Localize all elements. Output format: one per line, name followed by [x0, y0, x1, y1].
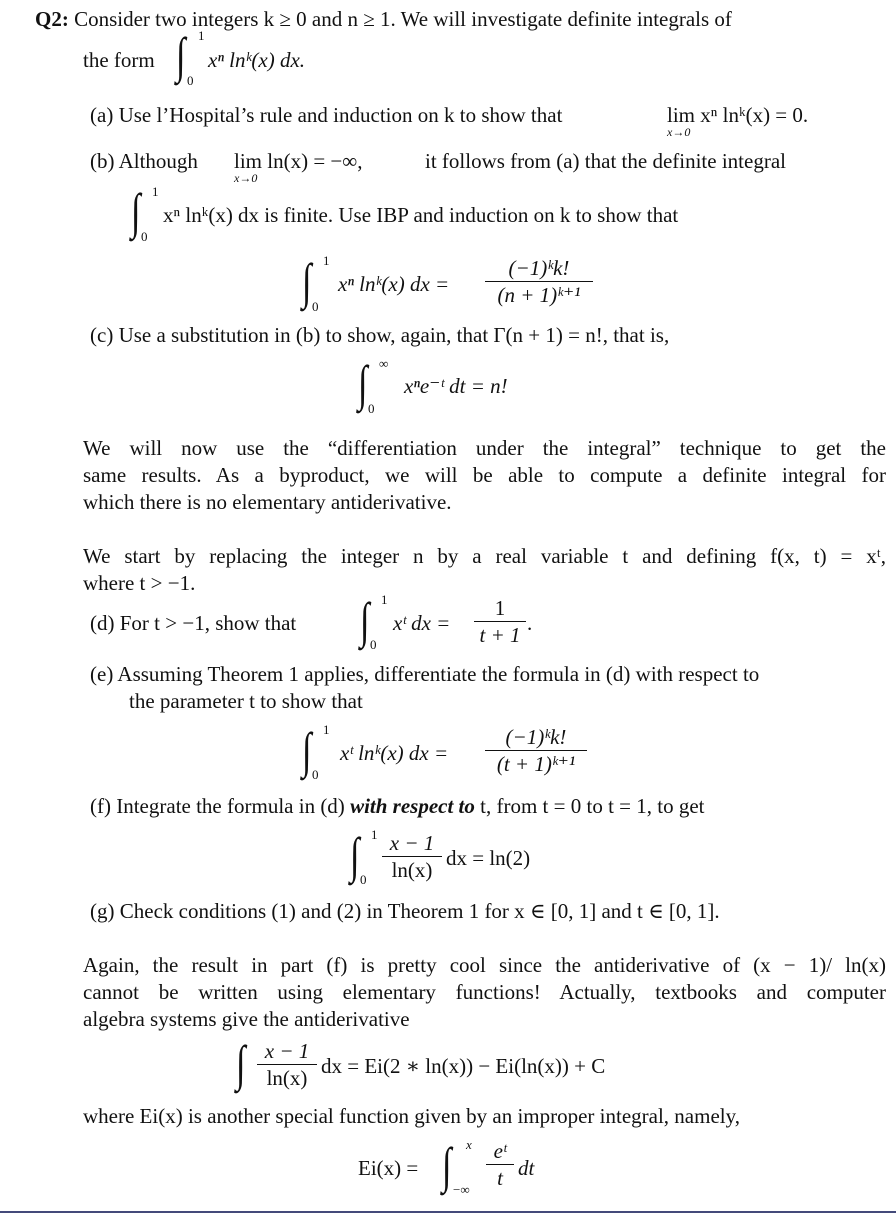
lower-limit: 0	[312, 767, 319, 782]
lower-limit: 0	[368, 401, 375, 416]
part-b-label: (b)	[90, 149, 115, 173]
upper-limit: 1	[381, 592, 388, 607]
antiderivative-rhs: dx = Ei(2 ∗ ln(x)) − Ei(ln(x)) + C	[321, 1054, 606, 1078]
part-e-label: (e)	[90, 662, 114, 686]
antiderivative-fraction	[257, 1039, 317, 1090]
part-a	[90, 102, 562, 128]
integral-sign: ∫	[302, 253, 312, 309]
part-d-fraction	[474, 596, 526, 647]
upper-limit: ∞	[379, 356, 389, 371]
fraction-denominator: ln(x)	[266, 1066, 308, 1090]
lower-limit: −∞	[453, 1182, 470, 1197]
part-f-fraction	[382, 831, 442, 882]
part-a-label: (a)	[90, 103, 114, 127]
part-e-text1: Assuming Theorem 1 applies, differentiate the formula in (d) with respect to	[117, 662, 760, 686]
part-b-display-lhs: xⁿ lnᵏ(x) dx =	[338, 272, 450, 296]
fraction-numerator: 1	[474, 596, 526, 622]
integral-sign: ∫	[360, 592, 370, 648]
part-d	[90, 610, 296, 636]
upper-limit: 1	[198, 28, 205, 43]
part-g	[90, 898, 720, 924]
lower-limit: 0	[187, 73, 194, 88]
part-e-display-lhs: xᵗ lnᵏ(x) dx =	[340, 741, 449, 765]
paragraph-1-line2: same results. As a byproduct, we will be able to compute a definite integral for	[83, 463, 886, 487]
part-e	[90, 661, 759, 687]
ei-rhs: dt	[518, 1156, 535, 1180]
paragraph-1-line3: which there is no elementary antiderivative.	[83, 490, 452, 514]
ei-lhs: Ei(x) =	[358, 1156, 419, 1180]
part-b-text2: it follows from (a) that the definite integral	[425, 149, 786, 173]
integral-sign: ∫	[302, 722, 312, 778]
question-intro-line	[35, 6, 732, 32]
part-a-limit-sub: x→0	[667, 125, 691, 139]
part-d-text: For t > −1, show that	[119, 611, 297, 635]
part-b-text1: Although	[118, 149, 198, 173]
part-g-text: Check conditions (1) and (2) in Theorem 1 for x ∈ [0, 1] and t ∈ [0, 1].	[119, 899, 720, 923]
upper-limit: x	[466, 1137, 472, 1152]
fraction-denominator: (n + 1)ᵏ⁺¹	[497, 283, 581, 307]
part-d-integrand: xᵗ dx =	[393, 611, 451, 635]
fraction-numerator: x − 1	[382, 831, 442, 857]
part-b-text3: xⁿ lnᵏ(x) dx is finite. Use IBP and induction on k to show that	[163, 203, 679, 227]
part-b-limit-sub: x→0	[234, 171, 258, 185]
lower-limit: 0	[312, 299, 319, 314]
part-f-emphasis: with respect to	[350, 794, 475, 818]
lower-limit: 0	[370, 637, 377, 652]
integral-sign: ∫	[236, 1035, 246, 1091]
question-intro-text: Consider two integers k ≥ 0 and n ≥ 1. We will investigate definite integrals of	[74, 7, 732, 31]
part-d-label: (d)	[90, 611, 115, 635]
part-e-text2: the parameter t to show that	[129, 689, 363, 713]
part-a-text: Use l’Hospital’s rule and induction on k to show that	[118, 103, 563, 127]
upper-limit: 1	[152, 184, 159, 199]
fraction-denominator: t + 1	[479, 623, 521, 647]
fraction-denominator: t	[497, 1166, 503, 1190]
part-b-line1-start	[90, 148, 198, 174]
fraction-numerator: (−1)ᵏk!	[485, 725, 587, 751]
integral-sign: ∫	[350, 827, 360, 883]
part-c-label: (c)	[90, 323, 114, 347]
fraction-numerator: x − 1	[257, 1039, 317, 1065]
integral-sign: ∫	[131, 183, 141, 239]
fraction-numerator: (−1)ᵏk!	[485, 256, 593, 282]
upper-limit: 1	[323, 253, 330, 268]
paragraph-2-line1: We start by replacing the integer n by a real variable t and defining f(x, t) = xᵗ,	[83, 544, 886, 568]
paragraph-1-line1: We will now use the “differentiation under the integral” technique to get the	[83, 436, 886, 460]
part-b-fraction	[485, 256, 593, 307]
part-g-label: (g)	[90, 899, 115, 923]
fraction-denominator: (t + 1)ᵏ⁺¹	[496, 752, 576, 776]
integral-sign: ∫	[358, 355, 368, 411]
lower-limit: 0	[360, 872, 367, 887]
question-form-integrand: xⁿ lnᵏ(x) dx.	[208, 48, 306, 72]
part-a-limit: lim xⁿ lnᵏ(x) = 0.	[667, 103, 809, 127]
upper-limit: 1	[371, 827, 378, 842]
part-e-fraction	[485, 725, 587, 776]
integral-sign: ∫	[176, 27, 186, 83]
part-f-label: (f)	[90, 794, 111, 818]
part-b-limit: lim ln(x) = −∞,	[234, 149, 363, 173]
part-c-text: Use a substitution in (b) to show, again, that Γ(n + 1) = n!, that is,	[118, 323, 670, 347]
question-form-prefix: the form	[83, 48, 155, 72]
paragraph-3-line3: algebra systems give the antiderivative	[83, 1007, 410, 1031]
integral-sign: ∫	[442, 1137, 452, 1193]
fraction-denominator: ln(x)	[391, 858, 433, 882]
question-label: Q2:	[35, 7, 69, 31]
fraction-numerator: eᵗ	[486, 1139, 514, 1165]
paragraph-3-line2: cannot be written using elementary functions! Actually, textbooks and computer	[83, 980, 886, 1004]
upper-limit: 1	[323, 722, 330, 737]
part-f-text2: t, from t = 0 to t = 1, to get	[480, 794, 705, 818]
part-f-text1: Integrate the formula in (d)	[116, 794, 345, 818]
part-f	[90, 793, 705, 819]
part-c-display: xⁿe⁻ᵗ dt = n!	[404, 374, 508, 398]
lower-limit: 0	[141, 229, 148, 244]
bottom-border	[0, 1211, 896, 1213]
part-f-rhs: dx = ln(2)	[446, 846, 531, 870]
paragraph-2-line2: where t > −1.	[83, 571, 196, 595]
part-d-period: .	[527, 611, 533, 635]
ei-fraction	[486, 1139, 514, 1190]
paragraph-3-line1: Again, the result in part (f) is pretty cool since the antiderivative of (x − 1)/ ln(x)	[83, 953, 886, 977]
paragraph-4: where Ei(x) is another special function given by an improper integral, namely,	[83, 1104, 740, 1128]
part-c	[90, 322, 669, 348]
